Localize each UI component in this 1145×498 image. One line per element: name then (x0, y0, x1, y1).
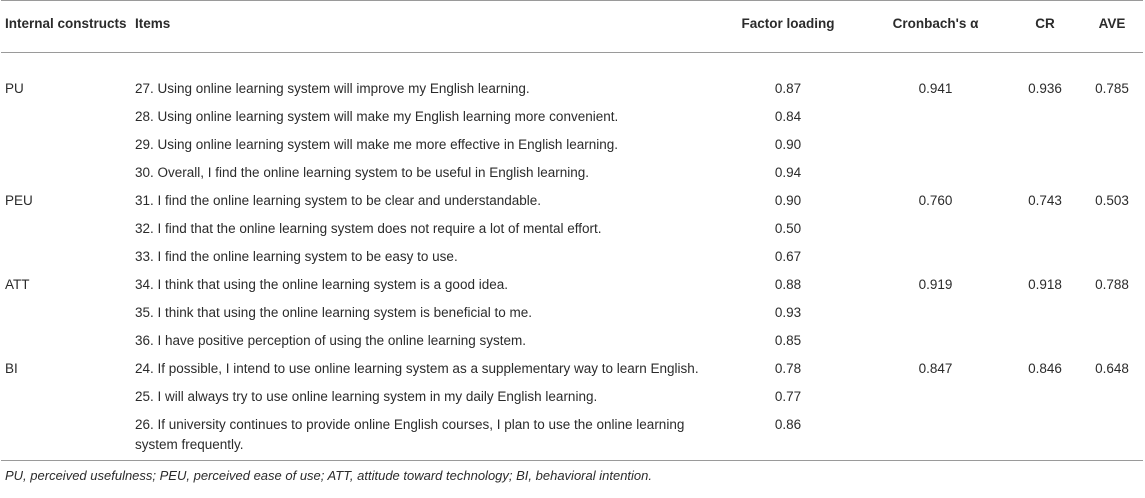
cronbachs-alpha-cell (862, 130, 1009, 158)
factor-loading-cell: 0.86 (774, 417, 802, 432)
table-row (1, 242, 1143, 270)
cronbachs-alpha-cell: 0.847 (918, 361, 953, 376)
cronbachs-alpha-cell (862, 158, 1009, 186)
cronbachs-alpha-cell (862, 214, 1009, 242)
ave-cell (1081, 298, 1143, 326)
construct-cell: BI (5, 361, 18, 376)
header-row (1, 1, 1143, 53)
cr-cell (1009, 382, 1081, 410)
ave-cell (1081, 410, 1143, 461)
factor-loading-cell: 0.78 (774, 361, 802, 376)
table-row (1, 298, 1143, 326)
cronbachs-alpha-cell (862, 242, 1009, 270)
table-row (1, 158, 1143, 186)
construct-cell (1, 326, 131, 354)
ave-cell (1081, 130, 1143, 158)
construct-cell (1, 214, 131, 242)
construct-reliability-table (1, 0, 1143, 461)
factor-loading-cell: 0.77 (774, 389, 802, 404)
table-row (1, 382, 1143, 410)
table-row (1, 326, 1143, 354)
cronbachs-alpha-cell (862, 298, 1009, 326)
table-row (1, 410, 1143, 461)
header-cr: CR (1035, 16, 1055, 31)
table-header (1, 1, 1143, 53)
header-items: Items (135, 16, 171, 31)
cr-cell (1009, 298, 1081, 326)
cronbachs-alpha-cell: 0.941 (918, 81, 953, 96)
item-text-cell: 26. If university continues to provide online English courses, I plan to use the online learning system frequently. (135, 417, 685, 452)
item-text-cell: 30. Overall, I find the online learning system to be useful in English learning. (135, 165, 590, 180)
cr-cell (1009, 130, 1081, 158)
header-factor-loading: Factor loading (741, 16, 835, 31)
factor-loading-cell: 0.90 (774, 137, 802, 152)
factor-loading-cell: 0.94 (774, 165, 802, 180)
header-internal-constructs: Internal constructs (5, 16, 127, 31)
factor-loading-cell: 0.93 (774, 305, 802, 320)
cr-cell (1009, 242, 1081, 270)
item-text-cell: 29. Using online learning system will make me more effective in English learning. (135, 137, 618, 152)
ave-cell: 0.785 (1095, 81, 1129, 96)
item-text-cell: 27. Using online learning system will improve my English learning. (135, 81, 530, 96)
item-text-cell: 36. I have positive perception of using the online learning system. (135, 333, 526, 348)
table-row (1, 53, 1143, 103)
ave-cell (1081, 214, 1143, 242)
table-footnote: PU, perceived usefulness; PEU, perceived ease of use; ATT, attitude toward technology; BI, behavioral intention. (5, 468, 652, 483)
cronbachs-alpha-cell (862, 410, 1009, 461)
cronbachs-alpha-cell (862, 382, 1009, 410)
table-row (1, 186, 1143, 214)
cr-cell (1009, 410, 1081, 461)
factor-loading-cell: 0.87 (774, 81, 802, 96)
header-cronbachs-alpha: Cronbach's α (892, 16, 979, 31)
item-text-cell: 25. I will always try to use online learning system in my daily English learning. (135, 389, 598, 404)
cronbachs-alpha-cell: 0.919 (918, 277, 953, 292)
table-row (1, 214, 1143, 242)
item-text-cell: 32. I find that the online learning system does not require a lot of mental effort. (135, 221, 602, 236)
construct-cell (1, 130, 131, 158)
factor-loading-cell: 0.90 (774, 193, 802, 208)
table-row (1, 102, 1143, 130)
ave-cell: 0.503 (1095, 193, 1129, 208)
construct-cell (1, 158, 131, 186)
table-row (1, 130, 1143, 158)
construct-cell (1, 382, 131, 410)
item-text-cell: 31. I find the online learning system to be clear and understandable. (135, 193, 542, 208)
construct-cell (1, 410, 131, 461)
table-row (1, 354, 1143, 382)
table-body (1, 53, 1143, 461)
cr-cell (1009, 102, 1081, 130)
header-ave: AVE (1098, 16, 1126, 31)
cronbachs-alpha-cell: 0.760 (918, 193, 953, 208)
cr-cell (1009, 214, 1081, 242)
ave-cell (1081, 158, 1143, 186)
item-text-cell: 35. I think that using the online learning system is beneficial to me. (135, 305, 532, 320)
cronbachs-alpha-cell (862, 326, 1009, 354)
cronbachs-alpha-cell (862, 102, 1009, 130)
factor-loading-cell: 0.84 (774, 109, 802, 124)
ave-cell (1081, 242, 1143, 270)
construct-cell (1, 298, 131, 326)
factor-loading-cell: 0.85 (774, 333, 802, 348)
construct-cell: ATT (5, 277, 30, 292)
cr-cell: 0.846 (1028, 361, 1062, 376)
ave-cell: 0.648 (1095, 361, 1129, 376)
factor-loading-cell: 0.67 (774, 249, 802, 264)
ave-cell (1081, 102, 1143, 130)
construct-cell (1, 242, 131, 270)
item-text-cell: 33. I find the online learning system to be easy to use. (135, 249, 458, 264)
construct-cell: PU (5, 81, 24, 96)
construct-cell (1, 102, 131, 130)
item-text-cell: 34. I think that using the online learning system is a good idea. (135, 277, 508, 292)
cr-cell (1009, 158, 1081, 186)
table-row (1, 270, 1143, 298)
cr-cell (1009, 326, 1081, 354)
cr-cell: 0.918 (1028, 277, 1062, 292)
factor-loading-cell: 0.88 (774, 277, 802, 292)
ave-cell (1081, 326, 1143, 354)
cr-cell: 0.936 (1028, 81, 1062, 96)
item-text-cell: 24. If possible, I intend to use online learning system as a supplementary way to learn English. (135, 361, 699, 376)
cr-cell: 0.743 (1028, 193, 1062, 208)
ave-cell: 0.788 (1095, 277, 1129, 292)
ave-cell (1081, 382, 1143, 410)
factor-loading-cell: 0.50 (774, 221, 802, 236)
item-text-cell: 28. Using online learning system will make my English learning more convenient. (135, 109, 619, 124)
construct-cell: PEU (5, 193, 33, 208)
